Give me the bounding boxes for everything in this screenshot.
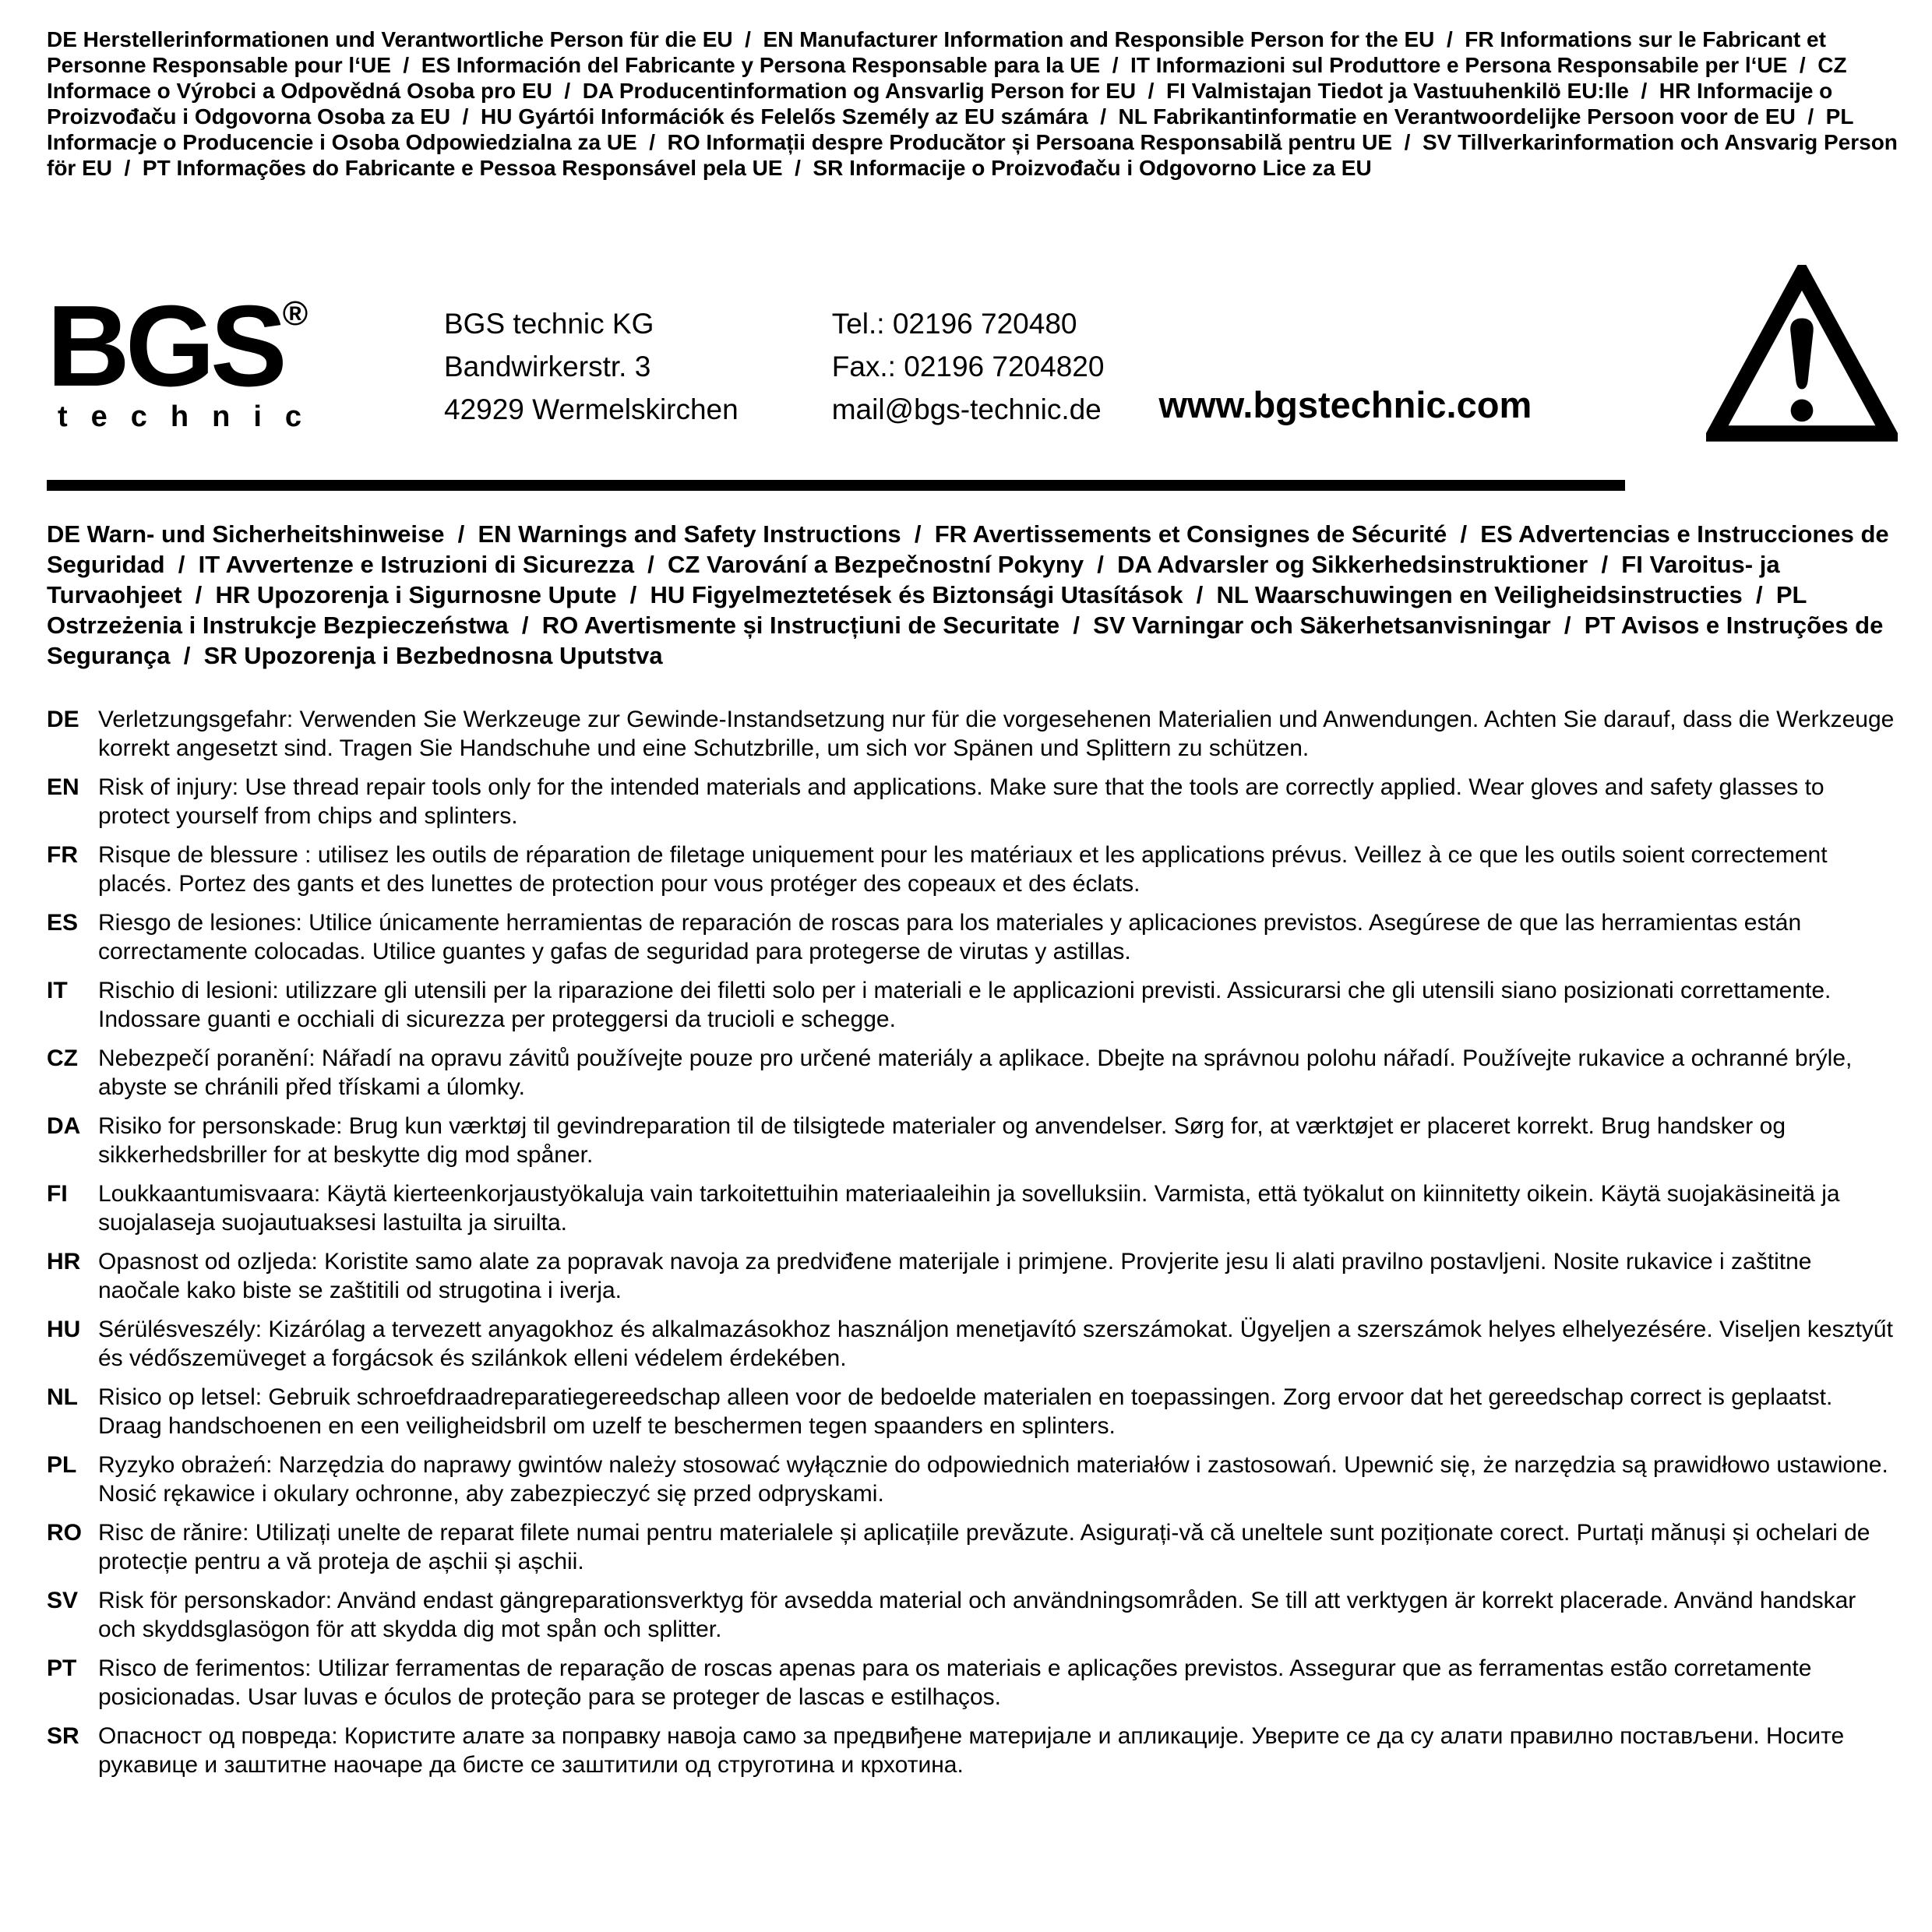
note-text: Loukkaantumisvaara: Käytä kierteenkorjaustyökaluja vain tarkoitettuihin materiaaleihin ja sovelluksiin. Varmista, että työkalut on kiinnitetty oikein. Käytä suojakäsineitä ja suojalaseja suojautuaksesi lastuilta ja siruilta. [98,1181,1840,1236]
language-code: FR [47,842,78,868]
language-code: DA [47,1113,81,1139]
safety-note-item [47,773,1898,830]
language-code: PL [47,1452,77,1478]
note-text: Riesgo de lesiones: Utilice únicamente herramientas de reparación de roscas para los materiales y aplicaciones previstos. Asegúrese de que las herramientas están correctamente colocadas. Utilice guantes y gafas de seguridad para protegerse de virutas y astillas. [98,910,1802,964]
divider-rule [47,480,1625,491]
bgs-logo [47,268,382,434]
company-website: www.bgstechnic.com [1158,384,1532,425]
manufacturer-info-heading: DE Herstellerinformationen und Verantwortliche Person für die EU / EN Manufacturer Information and Responsible Person for the EU / FR Informations sur le Fabricant et Personne Responsable pour l‘UE / ES Información del Fabricante y Persona Responsable para la UE / IT Informazioni sul Produttore e Persona Responsabile per l‘UE / CZ Informace o Výrobci a Odpovědná Osoba pro EU / DA Producentinformation og Ansvarlig Person for EU / FI Valmistajan Tiedot ja Vastuuhenkilö EU:lle / HR Informacije o Proizvođaču i Odgovorna Osoba za EU / HU Gyártói Információk és Felelős Személy az EU számára / NL Fabrikantinformatie en Verantwoordelijke Persoon voor de EU / PL Informacje o Producencie i Osoba Odpowiedzialna za UE / RO Informații despre Producător și Persoana Responsabilă pentru UE / SV Tillverkarinformation och Ansvarig Person för EU / PT Informações do Fabricante e Pessoa Responsável pela UE / SR Informacije o Proizvođaču i Odgovorno Lice za EU [47,27,1904,180]
company-name: BGS technic KG [444,308,654,340]
safety-note-item [47,1315,1898,1373]
bgs-logo-wordmark [47,268,382,411]
language-code: FI [47,1181,68,1207]
language-code: CZ [47,1045,78,1071]
safety-note-item [47,976,1898,1034]
note-text: Risco de ferimentos: Utilizar ferramentas de reparação de roscas apenas para os materiais e aplicações previstos. Assegurar que as ferramentas estão corretamente posicionadas. Usar luvas e óculos de proteção para se proteger de lascas e estilhaços. [98,1655,1812,1710]
safety-note-item [47,1722,1898,1779]
note-text: Risc de rănire: Utilizați unelte de reparat filete numai pentru materialele și aplicațiile prevăzute. Asigurați-vă că uneltele sunt poziționate corect. Purtați mănuși și ochelari de protecție pentru a vă proteja de așchii și așchii. [98,1520,1870,1574]
note-text: Risk för personskador: Använd endast gängreparationsverktyg för avsedda material och användningsområden. Se till att verktygen är korrekt placerade. Använd handskar och skyddsglasögon för att skydda dig mot spån och splitter. [98,1588,1856,1642]
warning-triangle-icon [1706,265,1898,442]
safety-note-item [47,1044,1898,1102]
language-code: NL [47,1384,78,1410]
safety-note-item [47,705,1898,763]
language-code: IT [47,978,68,1003]
note-text: Risk of injury: Use thread repair tools only for the intended materials and applications. Make sure that the tools are correctly applied. Wear gloves and safety glasses to protect yourself from chips and splinters. [98,774,1824,829]
language-code: SR [47,1723,79,1749]
safety-note-item [47,1179,1898,1237]
note-text: Ryzyko obrażeń: Narzędzia do naprawy gwintów należy stosować wyłącznie do odpowiednich materiałów i zastosowań. Upewnić się, że narzędzia są prawidłowo ustawione. Nosić rękawice i okulary ochronne, aby zabezpieczyć się przed odpryskami. [98,1452,1888,1507]
note-text: Опасност од повреда: Користите алате за поправку навоја само за предвиђене материјале и апликације. Уверите се да су алати правилно постављени. Носите рукавице и заштитне наочаре да бисте се заштитили од струготина и крхотина. [98,1723,1845,1778]
company-street: Bandwirkerstr. 3 [444,351,651,383]
language-code: PT [47,1655,77,1681]
safety-note-item [47,908,1898,966]
safety-note-item [47,1112,1898,1169]
note-text: Risque de blessure : utilisez les outils de réparation de filetage uniquement pour les matériaux et les applications prévus. Veillez à ce que les outils soient correctement placés. Portez des gants et des lunettes de protection pour vous protéger des copeaux et des éclats. [98,842,1828,897]
company-fax: Fax.: 02196 7204820 [831,351,1105,383]
note-text: Risico op letsel: Gebruik schroefdraadreparatiegereedschap alleen voor de bedoelde materialen en toepassingen. Zorg ervoor dat het gereedschap correct is geplaatst. Draag handschoenen en een veiligheidsbril om uzelf te beschermen tegen spaanders en splinters. [98,1384,1833,1439]
bgs-logo-subtext: technic [58,400,326,433]
safety-note-item [47,1654,1898,1712]
language-code: SV [47,1588,79,1613]
language-code: DE [47,707,79,732]
company-contact-block [832,302,1105,431]
language-code: EN [47,774,79,800]
registered-trademark-symbol: ® [282,294,308,333]
language-code: HU [47,1317,81,1342]
note-text: Nebezpečí poranění: Nářadí na opravu závitů používejte pouze pro určené materiály a aplikace. Dbejte na správnou polohu nářadí. Používejte rukavice a ochranné brýle, abyste se chránili před třískami a úlomky. [98,1045,1853,1100]
brand-row [47,268,1898,449]
language-code: RO [47,1520,82,1546]
note-text: Opasnost od ozljeda: Koristite samo alate za popravak navoja za predviđene materijale i primjene. Provjerite jesu li alati pravilno postavljeni. Nosite rukavice i zaštitne naočale kako biste se zaštitili od strugotina i iverja. [98,1249,1812,1303]
language-code: HR [47,1249,81,1274]
note-text: Risiko for personskade: Brug kun værktøj til gevindreparation til de tilsigtede materialer og anvendelser. Sørg for, at værktøjet er placeret korrekt. Brug handsker og sikkerhedsbriller for at beskytte dig mod spåner. [98,1113,1786,1168]
language-code: ES [47,910,79,936]
safety-note-item [47,1247,1898,1305]
company-email: mail@bgs-technic.de [831,393,1102,425]
note-text: Sérülésveszély: Kizárólag a tervezett anyagokhoz és alkalmazásokhoz használjon menetjavító szerszámokat. Ügyeljen a szerszámok helyes elhelyezésére. Viseljen kesztyűt és védőszemüveget a forgácsok és szilánkok elleni védelem érdekében. [98,1317,1893,1371]
company-city: 42929 Wermelskirchen [444,393,739,425]
bgs-logo-text: BGS [47,282,283,411]
safety-note-item [47,1586,1898,1644]
company-address-block [444,302,739,431]
safety-note-list [47,705,1898,1779]
warnings-heading: DE Warn- und Sicherheitshinweise / EN Warnings and Safety Instructions / FR Avertissements et Consignes de Sécurité / ES Advertencias e Instrucciones de Seguridad / IT Avvertenze e Istruzioni di Sicurezza / CZ Varování a Bezpečnostní Pokyny / DA Advarsler og Sikkerhedsinstruktioner / FI Varoitus- ja Turvaohjeet / HR Upozorenja i Sigurnosne Upute / HU Figyelmeztetések és Biztonsági Utasítások / NL Waarschuwingen en Veiligheidsinstructies / PL Ostrzeżenia i Instrukcje Bezpieczeństwa / RO Avertismente și Instrucțiuni de Securitate / SV Varningar och Säkerhetsanvisningar / PT Avisos e Instruções de Segurança / SR Upozorenja i Bezbednosna Uputstva [47,520,1896,669]
safety-note-item [47,1383,1898,1440]
safety-note-item [47,841,1898,898]
note-text: Rischio di lesioni: utilizzare gli utensili per la riparazione dei filetti solo per i materiali e le applicazioni previsti. Assicurarsi che gli utensili siano posizionati correttamente. Indossare guanti e occhiali di sicurezza per proteggersi da trucioli e schegge. [98,978,1832,1032]
safety-note-item [47,1451,1898,1508]
company-phone: Tel.: 02196 720480 [831,308,1077,340]
note-text: Verletzungsgefahr: Verwenden Sie Werkzeuge zur Gewinde-Instandsetzung nur für die vorgesehenen Materialien und Anwendungen. Achten Sie darauf, dass die Werkzeuge korrekt angesetzt sind. Tragen Sie Handschuhe und eine Schutzbrille, um sich vor Spänen und Splittern zu schützen. [98,707,1895,761]
safety-note-item [47,1518,1898,1576]
